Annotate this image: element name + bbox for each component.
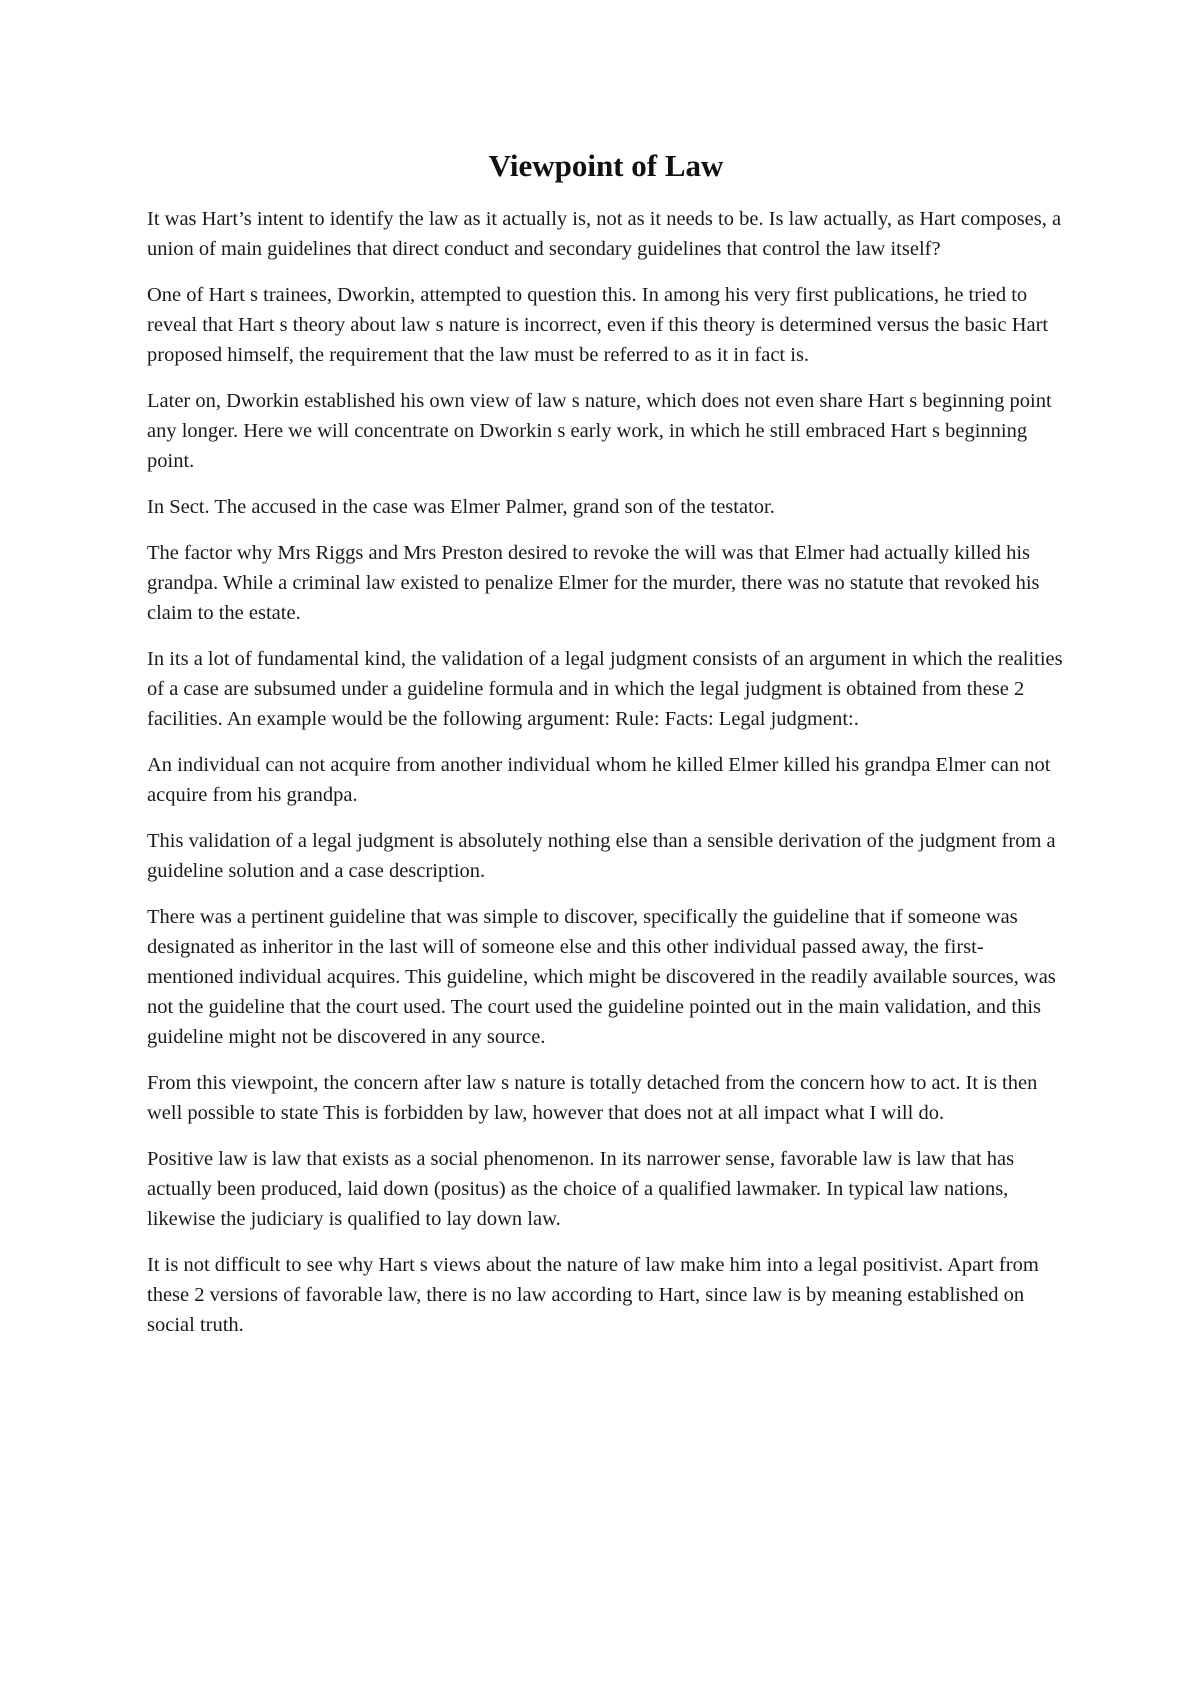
paragraph: It was Hart’s intent to identify the law as it actually is, not as it needs to be. Is law actually, as Hart composes, a union of main guidelines that direct conduct and secondary guidelines that control the law itself? — [147, 208, 1062, 260]
document-title: Viewpoint of Law — [488, 148, 724, 183]
paragraph: An individual can not acquire from another individual whom he killed Elmer killed his grandpa Elmer can not acquire from his grandpa. — [147, 754, 1051, 806]
paragraph: Positive law is law that exists as a social phenomenon. In its narrower sense, favorable law is law that has actually been produced, laid down (positus) as the choice of a qualified lawmaker. In typical law nations, likewise the judiciary is qualified to lay down law. — [147, 1148, 1015, 1230]
paragraph: In Sect. The accused in the case was Elmer Palmer, grand son of the testator. — [147, 496, 775, 518]
document-page — [147, 148, 1065, 1356]
paragraph: From this viewpoint, the concern after law s nature is totally detached from the concern how to act. It is then well possible to state This is forbidden by law, however that does not at all impact what I will do. — [147, 1072, 1038, 1124]
paragraph: There was a pertinent guideline that was simple to discover, specifically the guideline that if someone was designated as inheritor in the last will of someone else and this other individual passed away, the first-mentioned individual acquires. This guideline, which might be discovered in the readily available sources, was not the guideline that the court used. The court used the guideline pointed out in the main validation, and this guideline might not be discovered in any source. — [147, 906, 1056, 1048]
paragraph: The factor why Mrs Riggs and Mrs Preston desired to revoke the will was that Elmer had actually killed his grandpa. While a criminal law existed to penalize Elmer for the murder, there was no statute that revoked his claim to the estate. — [147, 542, 1040, 624]
paragraph: In its a lot of fundamental kind, the validation of a legal judgment consists of an argument in which the realities of a case are subsumed under a guideline formula and in which the legal judgment is obtained from these 2 facilities. An example would be the following argument: Rule: Facts: Legal judgment:. — [147, 648, 1063, 730]
paragraph: It is not difficult to see why Hart s views about the nature of law make him into a legal positivist. Apart from these 2 versions of favorable law, there is no law according to Hart, since law is by meaning established on social truth. — [147, 1254, 1039, 1336]
paragraph: Later on, Dworkin established his own view of law s nature, which does not even share Hart s beginning point any longer. Here we will concentrate on Dworkin s early work, in which he still embraced Hart s beginning point. — [147, 390, 1052, 472]
paragraph: One of Hart s trainees, Dworkin, attempted to question this. In among his very first publications, he tried to reveal that Hart s theory about law s nature is incorrect, even if this theory is determined versus the basic Hart proposed himself, the requirement that the law must be referred to as it in fact is. — [147, 284, 1049, 366]
paragraph: This validation of a legal judgment is absolutely nothing else than a sensible derivation of the judgment from a guideline solution and a case description. — [147, 830, 1056, 882]
